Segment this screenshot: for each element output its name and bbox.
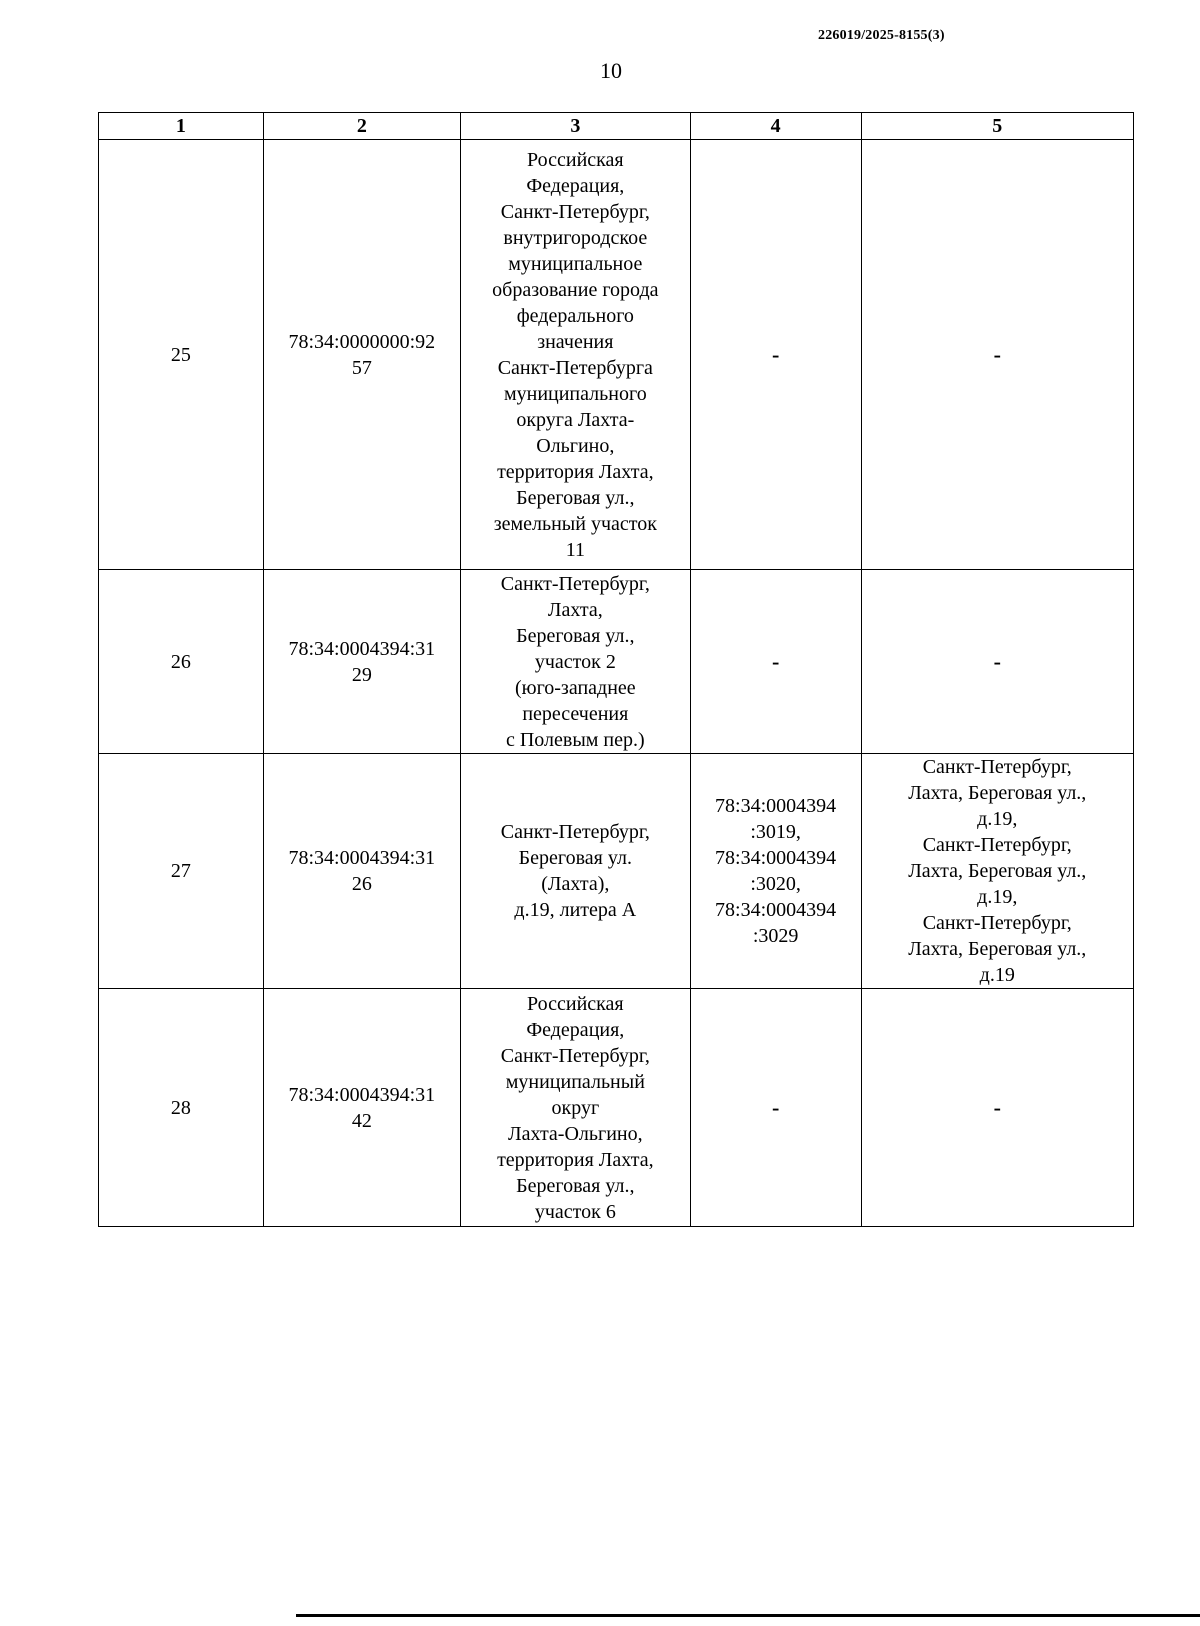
related-cadastral-numbers: -	[690, 140, 861, 570]
cadastral-number: 78:34:0004394:31 26	[263, 754, 460, 989]
column-header-4: 4	[690, 113, 861, 140]
row-number: 27	[99, 754, 264, 989]
property-address: Санкт-Петербург, Береговая ул. (Лахта), д.19, литера А	[460, 754, 690, 989]
related-addresses: -	[861, 570, 1134, 754]
row-number: 25	[99, 140, 264, 570]
property-table-grid	[98, 112, 1134, 1227]
cadastral-number: 78:34:0004394:31 29	[263, 570, 460, 754]
table-row	[99, 570, 1134, 754]
row-number: 26	[99, 570, 264, 754]
related-addresses: Санкт-Петербург, Лахта, Береговая ул., д.19, Санкт-Петербург, Лахта, Береговая ул., д.19, Санкт-Петербург, Лахта, Береговая ул., д.19	[861, 754, 1134, 989]
related-cadastral-numbers: 78:34:0004394 :3019, 78:34:0004394 :3020, 78:34:0004394 :3029	[690, 754, 861, 989]
property-address: Российская Федерация, Санкт-Петербург, внутригородское муниципальное образование города федерального значения Санкт-Петербурга муниципального округа Лахта- Ольгино, территория Лахта, Береговая ул., земельный участок 11	[460, 140, 690, 570]
document-registration-number: 226019/2025-8155(3)	[818, 28, 945, 43]
table-header-row	[99, 113, 1134, 140]
property-address: Российская Федерация, Санкт-Петербург, муниципальный округ Лахта-Ольгино, территория Лахта, Береговая ул., участок 6	[460, 989, 690, 1227]
property-table	[98, 112, 1134, 1227]
table-row	[99, 754, 1134, 989]
related-cadastral-numbers: -	[690, 570, 861, 754]
property-address: Санкт-Петербург, Лахта, Береговая ул., участок 2 (юго-западнее пересечения с Полевым пер.)	[460, 570, 690, 754]
related-addresses: -	[861, 140, 1134, 570]
related-cadastral-numbers: -	[690, 989, 861, 1227]
cadastral-number: 78:34:0004394:31 42	[263, 989, 460, 1227]
page-number: 10	[600, 58, 622, 83]
column-header-2: 2	[263, 113, 460, 140]
column-header-5: 5	[861, 113, 1134, 140]
column-header-3: 3	[460, 113, 690, 140]
column-header-1: 1	[99, 113, 264, 140]
related-addresses: -	[861, 989, 1134, 1227]
row-number: 28	[99, 989, 264, 1227]
table-row	[99, 140, 1134, 570]
table-row	[99, 989, 1134, 1227]
cadastral-number: 78:34:0000000:92 57	[263, 140, 460, 570]
page-bottom-rule	[296, 1614, 1200, 1617]
